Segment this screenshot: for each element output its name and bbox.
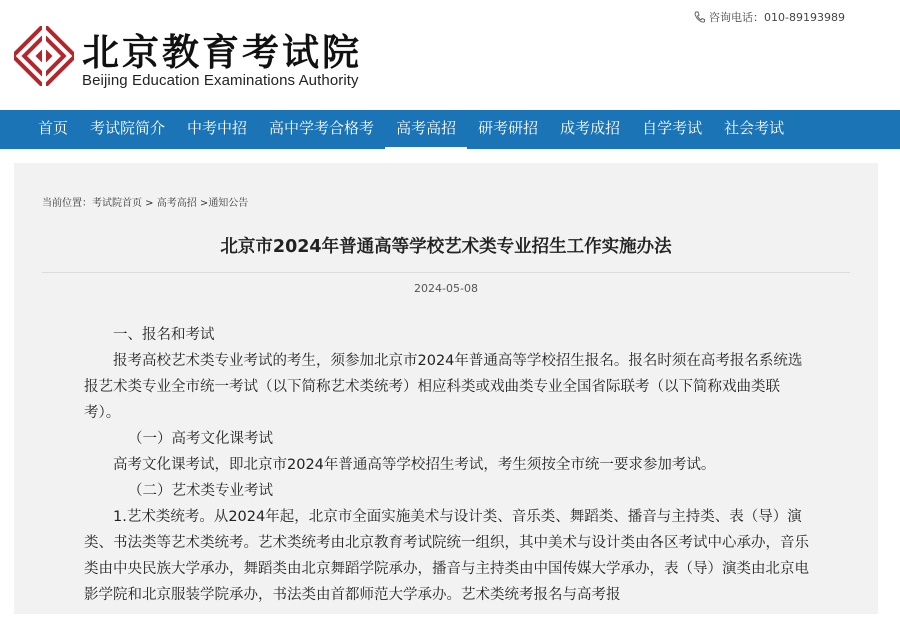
nav-item-about[interactable]: 考试院简介 — [90, 119, 166, 137]
hotline-number: 010-89193989 — [764, 10, 845, 24]
nav-item-chengkao[interactable]: 成考成招 — [560, 119, 621, 137]
breadcrumb-notice-link[interactable]: 通知公告 — [208, 198, 249, 209]
main-nav — [0, 110, 900, 149]
nav-item-zixue[interactable]: 自学考试 — [642, 119, 703, 137]
article-subheading: （一）高考文化课考试 — [128, 431, 273, 447]
brand-title-cn[interactable]: 北京教育考试院 — [82, 30, 362, 74]
phone-icon — [694, 11, 705, 23]
nav-item-home[interactable]: 首页 — [38, 119, 69, 137]
article-paragraph: 报考高校艺术类专业考试的考生，须参加北京市2024年普通高等学校招生报名。报名时须在高考报名系统选报艺术类专业全市统一考试（以下简称艺术类统考）相应科类或戏曲类专业全国省际联考（以下简称戏曲类联考）。 — [84, 353, 803, 421]
breadcrumb-gaokao-link[interactable]: 高考高招 — [156, 198, 197, 209]
breadcrumb-separator: > — [142, 198, 157, 209]
breadcrumb-separator: > — [196, 198, 209, 209]
article-date: 2024-05-08 — [414, 282, 478, 295]
article-body — [42, 322, 850, 608]
hotline-label: 咨询电话： — [709, 11, 764, 24]
brand-title-en: Beijing Education Examinations Authority — [82, 72, 359, 89]
site-header — [0, 0, 900, 110]
article-heading: 一、报名和考试 — [113, 327, 215, 343]
nav-item-yankao[interactable]: 研考研招 — [478, 119, 539, 137]
nav-item-zhongkao[interactable]: 中考中招 — [187, 119, 248, 137]
hotline — [694, 9, 845, 25]
bjeea-logo-icon[interactable] — [14, 26, 74, 86]
article-panel[interactable] — [14, 163, 878, 614]
nav-item-xuekao[interactable]: 高中学考合格考 — [269, 119, 375, 137]
breadcrumb-prefix: 当前位置： — [42, 198, 92, 209]
article-subheading: （二）艺术类专业考试 — [128, 483, 273, 499]
article-title: 北京市2024年普通高等学校艺术类专业招生工作实施办法 — [42, 233, 850, 273]
nav-item-shehui[interactable]: 社会考试 — [724, 119, 785, 137]
breadcrumb-home-link[interactable]: 考试院首页 — [92, 198, 142, 209]
article-paragraph: 1.艺术类统考。从2024年起，北京市全面实施美术与设计类、音乐类、舞蹈类、播音与主持类、表（导）演类、书法类等艺术类统考。艺术类统考由北京教育考试院统一组织，其中美术与设计类由各区考试中心承办，音乐类由中央民族大学承办，舞蹈类由北京舞蹈学院承办，播音与主持类由中国传媒大学承办，表（导）演类由北京电影学院和北京服装学院承办，书法类由首都师范大学承办。艺术类统考报名与高考报 — [84, 509, 809, 603]
article-paragraph: 高考文化课考试，即北京市2024年普通高等学校招生考试，考生须按全市统一要求参加考试。 — [113, 457, 716, 473]
breadcrumb — [42, 163, 850, 209]
content-wrap — [0, 149, 900, 614]
nav-item-gaokao[interactable]: 高考高招 — [385, 110, 467, 149]
